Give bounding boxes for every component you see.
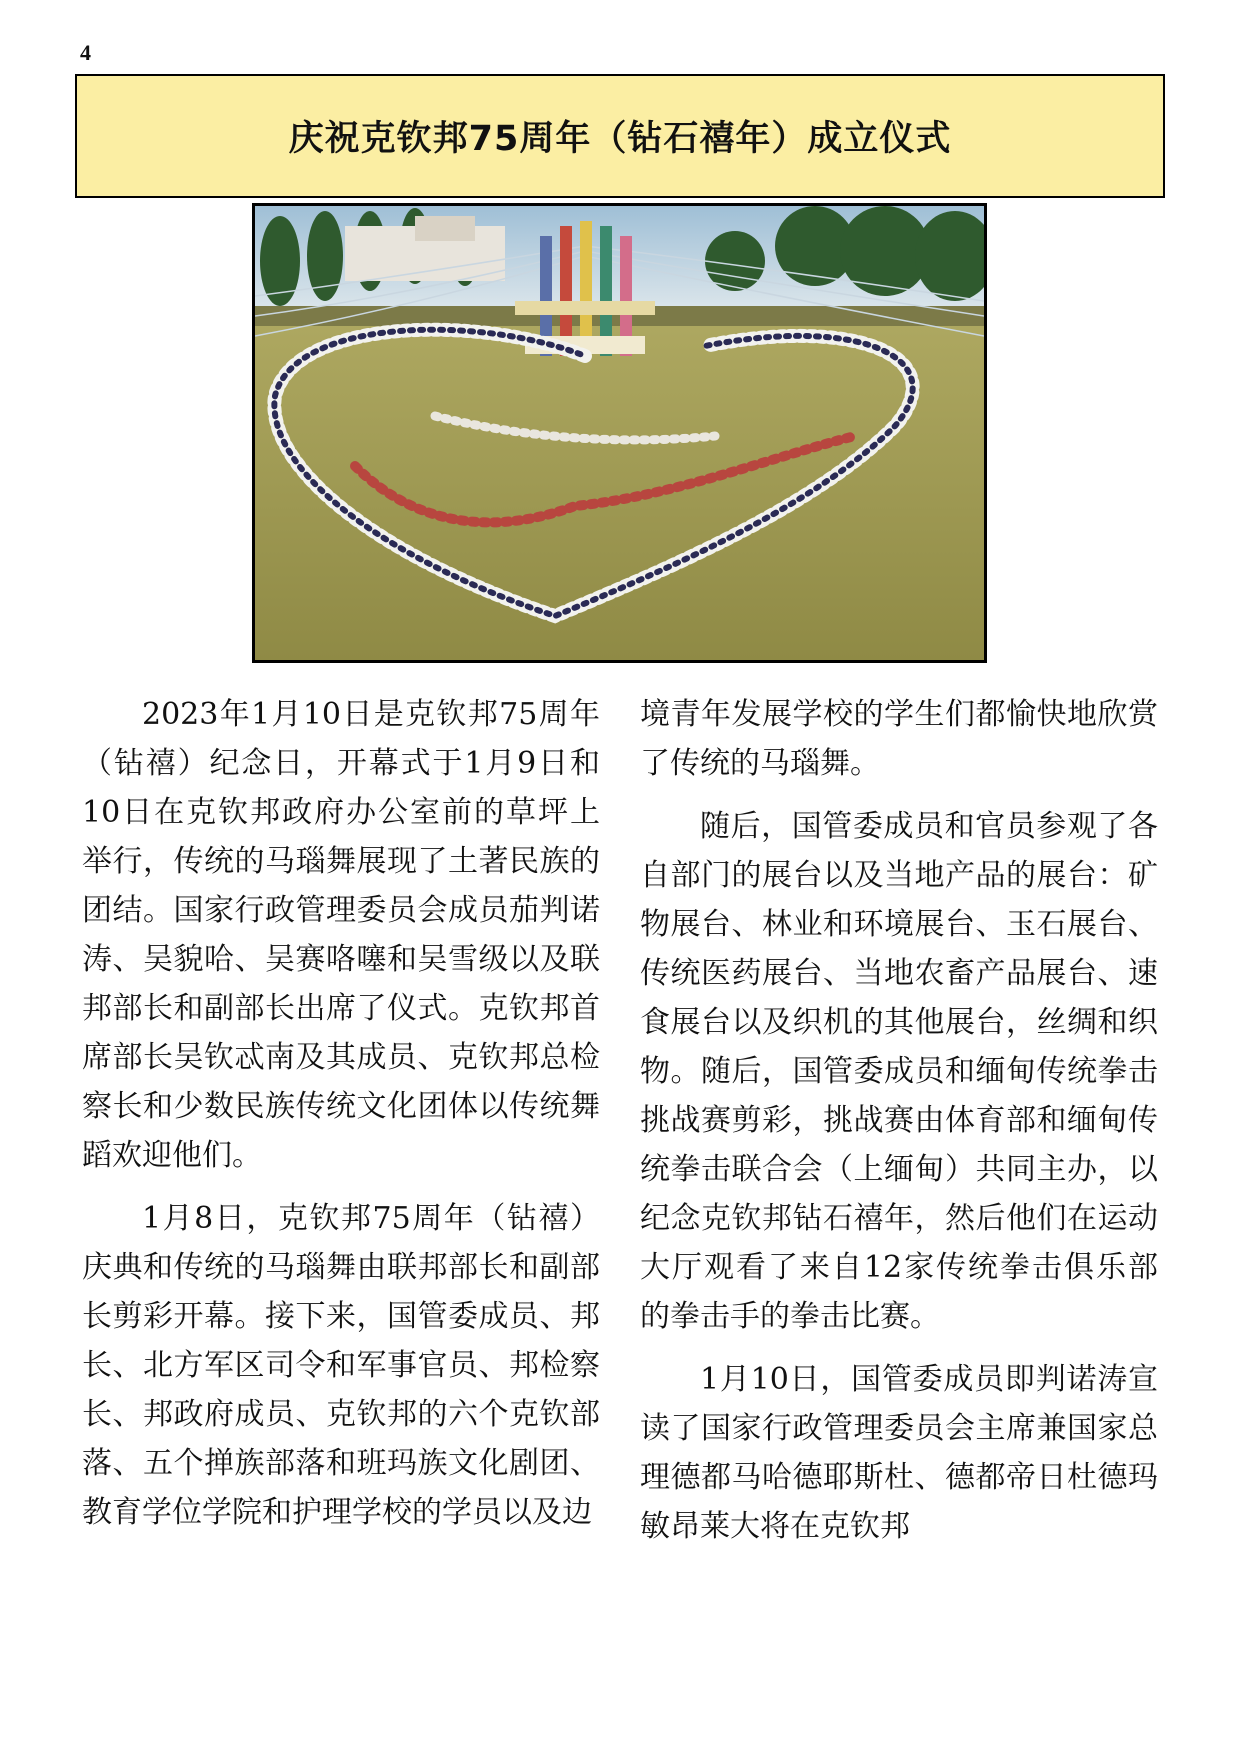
page-number: 4 bbox=[80, 40, 91, 65]
page-title: 庆祝克钦邦75周年（钻石禧年）成立仪式 bbox=[288, 119, 952, 159]
article-column-right bbox=[640, 690, 1158, 1565]
manau-dance-photo bbox=[252, 203, 987, 663]
article-paragraph-continued: 境青年发展学校的学生们都愉快地欣赏了传统的马瑙舞。 bbox=[640, 697, 1158, 781]
article-paragraph: 1月8日，克钦邦75周年（钻禧）庆典和传统的马瑙舞由联邦部长和副部长剪彩开幕。接下来，国管委成员、邦长、北方军区司令和军事官员、邦检察长、邦政府成员、克钦邦的六个克钦部落、五个掸族部落和班玛族文化剧团、教育学位学院和护理学校的学员以及边 bbox=[82, 1201, 600, 1530]
title-banner bbox=[75, 74, 1165, 198]
article-paragraph: 2023年1月10日是克钦邦75周年（钻禧）纪念日，开幕式于1月9日和10日在克钦邦政府办公室前的草坪上举行，传统的马瑙舞展现了土著民族的团结。国家行政管理委员会成员茄判诺涛、吴貌哈、吴赛咯噻和吴雪级以及联邦部长和副部长出席了仪式。克钦邦首席部长吴钦忒南及其成员、克钦邦总检察长和少数民族传统文化团体以传统舞蹈欢迎他们。 bbox=[82, 697, 600, 1173]
article-paragraph: 随后，国管委成员和官员参观了各自部门的展台以及当地产品的展台：矿物展台、林业和环境展台、玉石展台、传统医药展台、当地农畜产品展台、速食展台以及织机的其他展台，丝绸和织物。随后，国管委成员和缅甸传统拳击挑战赛剪彩，挑战赛由体育部和缅甸传统拳击联合会（上缅甸）共同主办，以纪念克钦邦钻石禧年，然后他们在运动大厅观看了来自12家传统拳击俱乐部的拳击手的拳击比赛。 bbox=[640, 809, 1158, 1334]
article-column-left bbox=[82, 690, 600, 1551]
article-paragraph: 1月10日，国管委成员即判诺涛宣读了国家行政管理委员会主席兼国家总理德都马哈德耶斯杜、德都帝日杜德玛敏昂莱大将在克钦邦 bbox=[640, 1362, 1158, 1544]
